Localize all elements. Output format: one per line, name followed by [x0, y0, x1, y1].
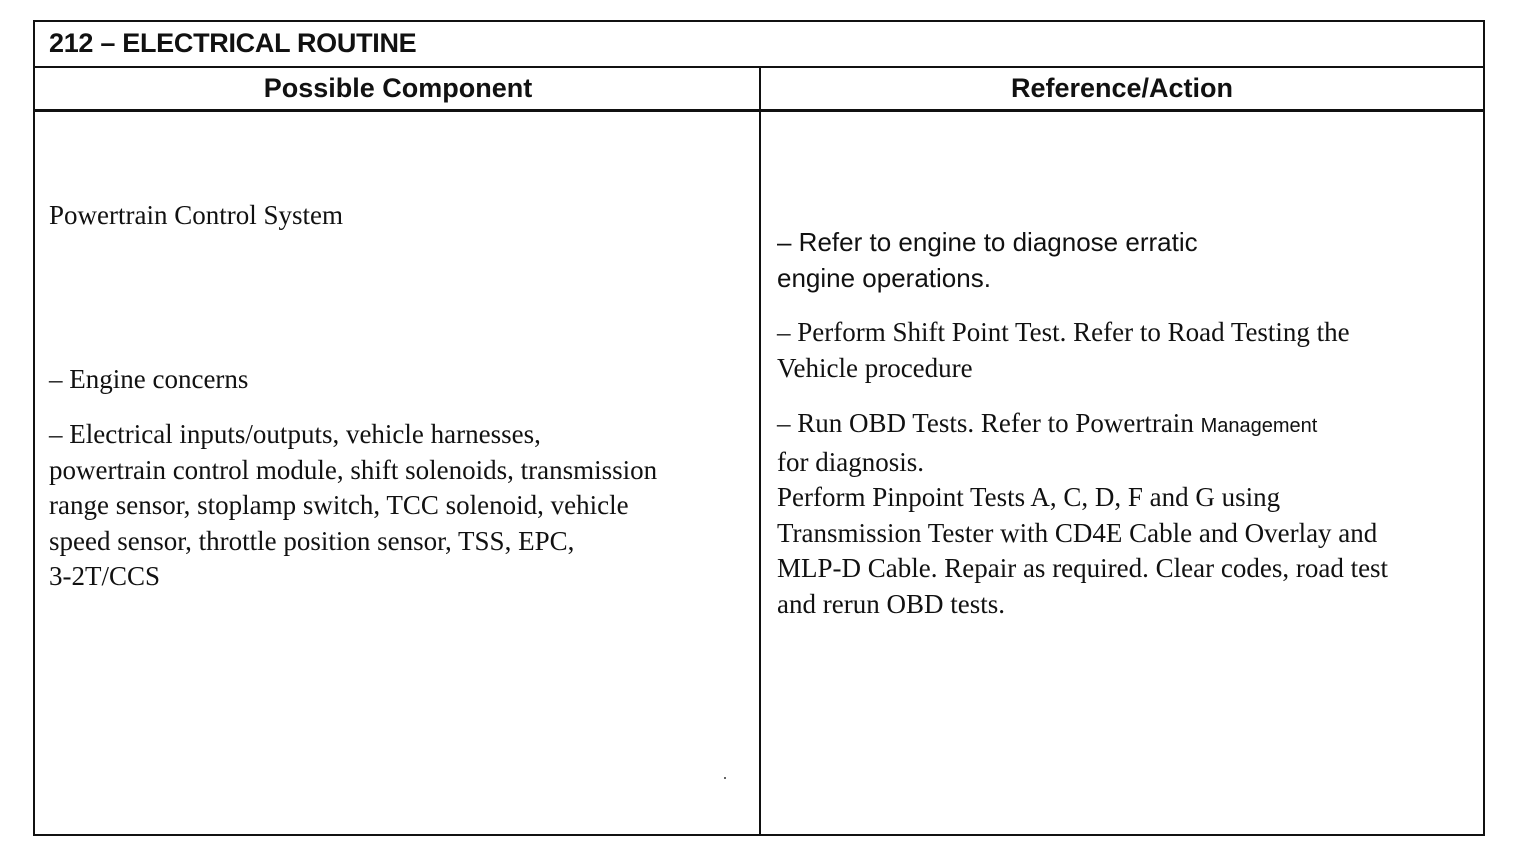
engine-ref-line: – Refer to engine to diagnose erratic [777, 227, 1198, 257]
column-divider [759, 68, 761, 834]
shift-test-line: Vehicle procedure [777, 352, 973, 383]
engine-ref-line: engine operations. [777, 263, 991, 293]
obd-line-management: Management [1200, 415, 1318, 437]
action-shift-point-test [777, 315, 1350, 386]
header-reference-action: Reference/Action [1010, 73, 1234, 103]
component-powertrain-system: Powertrain Control System [49, 200, 343, 230]
obd-line [777, 406, 1388, 445]
action-engine-reference [777, 224, 1198, 296]
shift-test-line: – Perform Shift Point Test. Refer to Road Testing the [777, 317, 1350, 347]
electrical-line: 3-2T/CCS [49, 561, 161, 591]
electrical-line: powertrain control module, shift solenoids, transmission [49, 454, 658, 485]
diagnostic-table [33, 20, 1485, 836]
component-engine-concerns: – Engine concerns [49, 364, 249, 394]
obd-line: Perform Pinpoint Tests A, C, D, F and G using [777, 482, 1281, 512]
obd-line: MLP-D Cable. Repair as required. Clear codes, road test [777, 553, 1389, 583]
obd-line: Transmission Tester with CD4E Cable and Overlay and [777, 517, 1378, 548]
action-obd-tests [777, 406, 1388, 622]
component-electrical-list [49, 417, 657, 595]
title-row [35, 22, 1483, 68]
electrical-line: – Electrical inputs/outputs, vehicle harnesses, [49, 419, 541, 449]
obd-line: for diagnosis. [777, 446, 924, 477]
header-possible-component: Possible Component [263, 73, 533, 103]
stray-dot [724, 777, 726, 779]
electrical-line: range sensor, stoplamp switch, TCC solenoid, vehicle [49, 490, 629, 520]
table-title: 212 – ELECTRICAL ROUTINE [49, 28, 417, 58]
obd-line: and rerun OBD tests. [777, 588, 1005, 619]
obd-line-text: – Run OBD Tests. Refer to Powertrain [777, 408, 1201, 438]
electrical-line: speed sensor, throttle position sensor, TSS, EPC, [49, 525, 575, 556]
